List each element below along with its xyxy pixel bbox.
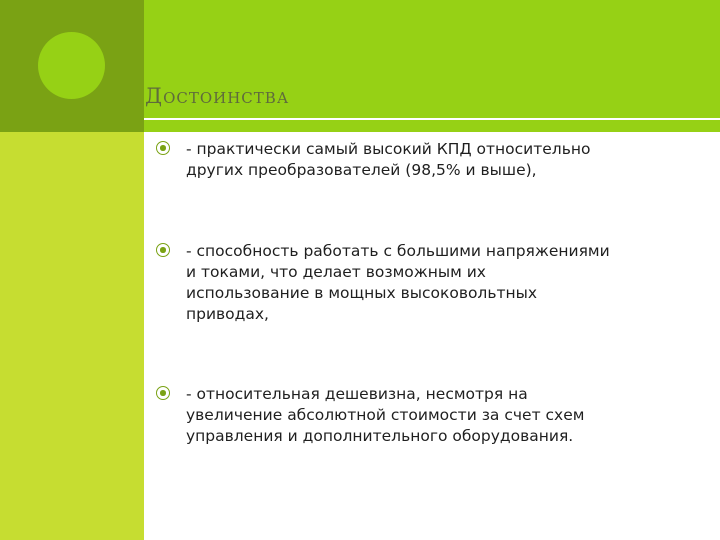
circle-bullet-icon (156, 141, 170, 155)
title-divider (144, 118, 720, 120)
side-strip (0, 132, 144, 540)
bullet-text: - способность работать с большими напряжениями и токами, что делает возможным их использование в мощных высоковольтных приводах, (186, 242, 610, 323)
bullet-text: - практически самый высокий КПД относительно других преобразователей (98,5% и выше), (186, 140, 591, 179)
slide-title: Достоинства (145, 84, 290, 108)
bullet-text: - относительная дешевизна, несмотря на увеличение абсолютной стоимости за счет схем управления и дополнительного оборудования. (186, 385, 585, 445)
decorative-circle (38, 32, 105, 99)
title-band (144, 0, 720, 132)
circle-bullet-icon (156, 243, 170, 257)
circle-bullet-icon (156, 386, 170, 400)
